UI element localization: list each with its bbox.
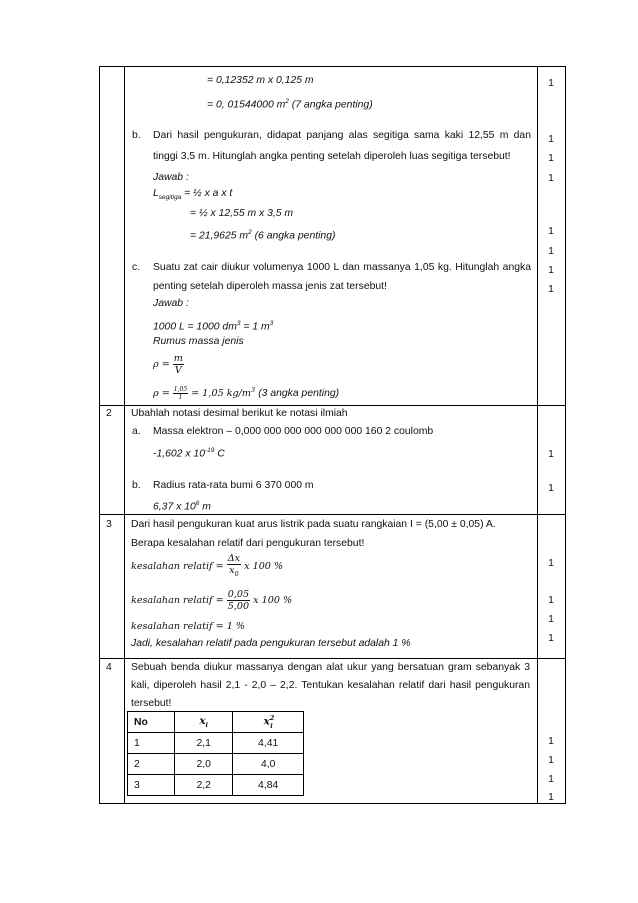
row-divider-3 [99, 514, 566, 515]
score-5: 1 [548, 226, 554, 237]
q1-c-text2: penting setelah diperoleh massa jenis zat tersebut! [153, 281, 387, 292]
q1-b-step1: = ½ x 12,55 m x 3,5 m [190, 208, 294, 219]
q3-formula1: kesalahan relatif = $\frac{\Delta x}{x_0}$ x 100 % [131, 553, 284, 578]
q2-a-label: a. [132, 426, 141, 437]
q1-c-label: c. [132, 262, 141, 273]
score-12: 1 [548, 595, 554, 606]
table-row [128, 733, 304, 754]
score-8: 1 [548, 284, 554, 295]
q4-text3: tersebut! [131, 698, 172, 709]
score-13: 1 [548, 614, 554, 625]
table-border-top [99, 66, 566, 67]
q4-number: 4 [106, 662, 112, 673]
q1-b-jawab: Jawab : [153, 172, 189, 183]
q4-text1: Sebuah benda diukur massanya dengan alat ukur yang bersatuan gram sebanyak 3 [131, 662, 530, 673]
score-10: 1 [548, 483, 554, 494]
table-border-col2 [124, 66, 125, 804]
cell-x2: 4,0 [233, 754, 304, 775]
q3-number: 3 [106, 519, 112, 530]
q2-b-answer: 6,37 x $10^6$ m [153, 500, 211, 513]
score-15: 1 [548, 736, 554, 747]
header-x: $x_i$ [175, 712, 233, 733]
q1-b-label: b. [132, 130, 141, 141]
table-border-left [99, 66, 100, 804]
table-row [128, 775, 304, 796]
score-4: 1 [548, 173, 554, 184]
score-16: 1 [548, 755, 554, 766]
cell-x2: 4,84 [233, 775, 304, 796]
table-header-row [128, 712, 304, 733]
cell-x: 2,0 [175, 754, 233, 775]
q1-c-rho-formula: ρ = $\frac{m}{V}$ [153, 353, 183, 376]
score-7: 1 [548, 265, 554, 276]
q2-a-text: Massa elektron – 0,000 000 000 000 000 000 160 2 coulomb [153, 426, 434, 437]
q3-conclusion: Jadi, kesalahan relatif pada pengukuran tersebut adalah 1 % [131, 638, 411, 649]
q1-c-rho-result: ρ = $\frac{1,05}{1}$ = 1,05 $kg/m^3$ (3 angka penting) [153, 386, 340, 402]
score-18: 1 [548, 792, 554, 803]
q2-b-label: b. [132, 480, 141, 491]
cell-no: 2 [128, 754, 175, 775]
table-border-bottom [99, 803, 566, 804]
cell-x: 2,1 [175, 733, 233, 754]
q4-text2: kali, diperoleh hasil 2,1 - 2,0 – 2,2. Tentukan kesalahan relatif dari hasil pengukuran [131, 680, 530, 691]
q2-b-text: Radius rata-rata bumi 6 370 000 m [153, 480, 314, 491]
q1-a-line2: = 0, 01544000 $m^2$ (7 angka penting) [207, 98, 373, 111]
q1-b-formula: $L_{segitiga}$ = ½ x a x t [153, 188, 233, 202]
score-17: 1 [548, 774, 554, 785]
q3-text1: Dari hasil pengukuran kuat arus listrik pada suatu rangkaian I = (5,00 ± 0,05) A. [131, 519, 496, 530]
cell-no: 3 [128, 775, 175, 796]
score-14: 1 [548, 633, 554, 644]
q3-formula2: kesalahan relatif = $\frac{0,05}{5,00}$ x 100 % [131, 589, 293, 612]
q2-number: 2 [106, 408, 112, 419]
table-border-right [565, 66, 566, 804]
q2-a-answer: -1,602 x $10^{-19}$ C [153, 447, 225, 460]
cell-no: 1 [128, 733, 175, 754]
table-row [128, 754, 304, 775]
q1-c-rumus: Rumus massa jenis [153, 336, 244, 347]
q3-text2: Berapa kesalahan relatif dari pengukuran tersebut! [131, 538, 365, 549]
q1-b-text1: Dari hasil pengukuran, didapat panjang alas segitiga sama kaki 12,55 m dan [153, 130, 531, 141]
cell-x2: 4,41 [233, 733, 304, 754]
score-1: 1 [548, 78, 554, 89]
table-border-col3 [537, 66, 538, 804]
score-6: 1 [548, 246, 554, 257]
score-11: 1 [548, 558, 554, 569]
score-2: 1 [548, 134, 554, 145]
q1-c-jawab: Jawab : [153, 298, 189, 309]
q1-b-step2: = 21,9625 $m^2$ (6 angka penting) [190, 229, 336, 242]
header-no: No [128, 712, 175, 733]
q4-data-table [127, 711, 304, 796]
q3-formula3: kesalahan relatif = 1 % [131, 621, 245, 632]
score-3: 1 [548, 153, 554, 164]
q1-a-line1: = 0,12352 m x 0,125 m [207, 75, 314, 86]
header-x-squared: $x^2_i$ [233, 712, 304, 733]
row-divider-4 [99, 658, 566, 659]
q1-c-conversion: 1000 L = 1000 $dm^3 = 1$ $m^3$ [153, 320, 274, 333]
q1-b-text2: tinggi 3,5 m. Hitunglah angka penting setelah diperoleh luas segitiga tersebut! [153, 151, 511, 162]
row-divider-2 [99, 405, 566, 406]
score-9: 1 [548, 449, 554, 460]
cell-x: 2,2 [175, 775, 233, 796]
q2-title: Ubahlah notasi desimal berikut ke notasi ilmiah [131, 408, 348, 419]
q1-c-text1: Suatu zat cair diukur volumenya 1000 L dan massanya 1,05 kg. Hitunglah angka [153, 262, 531, 273]
